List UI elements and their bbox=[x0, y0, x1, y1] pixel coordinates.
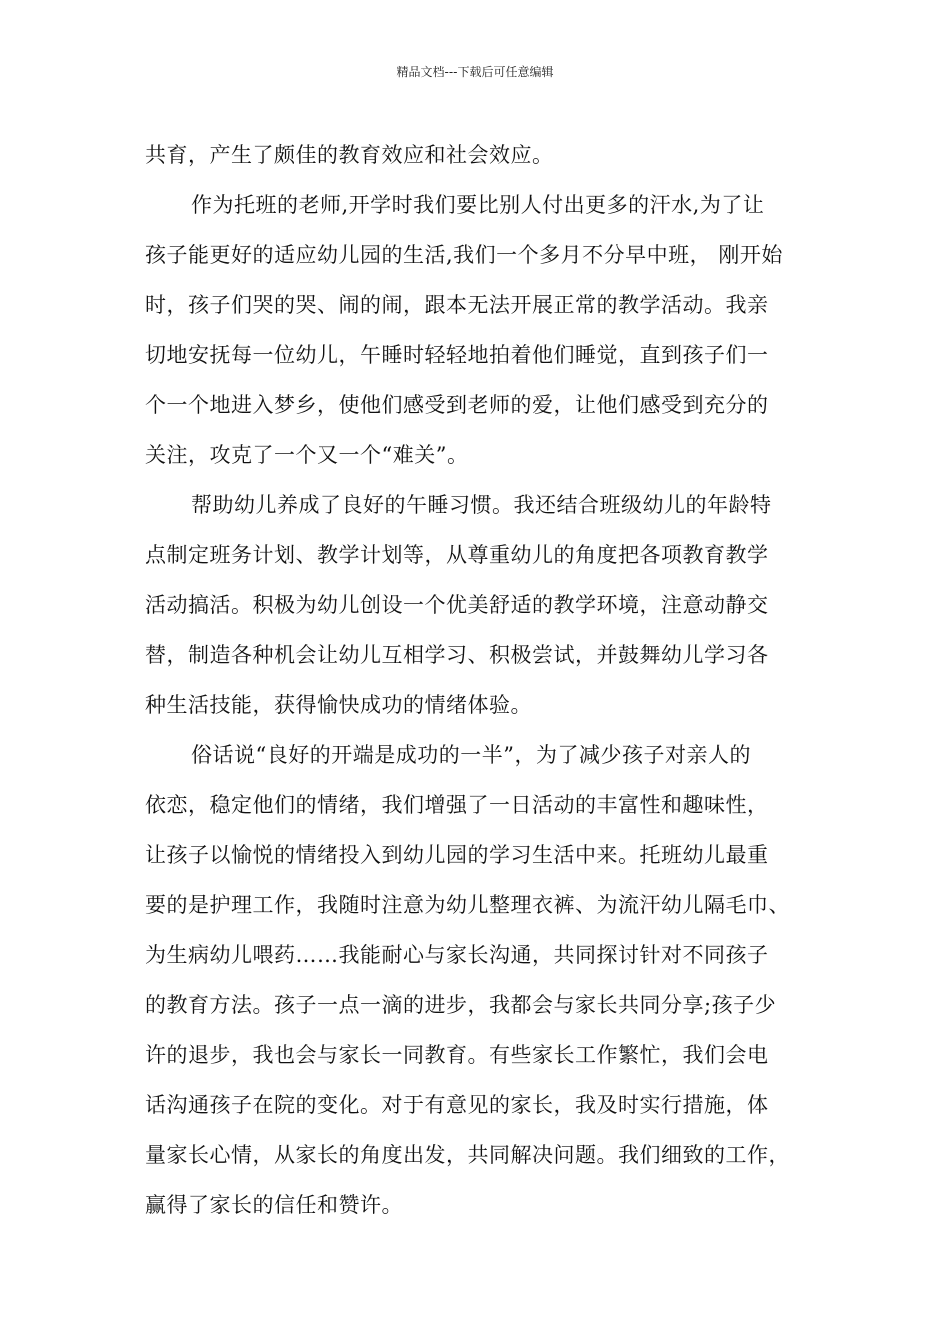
text-line: 话沟通孩子在院的变化。对于有意见的家长，我及时实行措施，体 bbox=[145, 1093, 769, 1117]
text-line: 许的退步，我也会与家长一同教育。有些家长工作繁忙，我们会电 bbox=[145, 1043, 769, 1067]
text-line: 活动搞活。积极为幼儿创设一个优美舒适的教学环境，注意动静交 bbox=[145, 593, 769, 617]
text-line: 关注，攻克了一个又一个“难关”。 bbox=[145, 443, 469, 467]
text-line: 要的是护理工作，我随时注意为幼儿整理衣裤、为流汗幼儿隔毛巾、 bbox=[145, 893, 790, 917]
text-line: 量家长心情，从家长的角度出发，共同解决问题。我们细致的工作， bbox=[145, 1143, 790, 1167]
paragraph-start-line: 作为托班的老师,开学时我们要比别人付出更多的汗水,为了让 bbox=[191, 193, 765, 217]
text-line: 为生病幼儿喂药……我能耐心与家长沟通，共同探讨针对不同孩子 bbox=[145, 943, 769, 967]
document-body bbox=[145, 130, 817, 1230]
paragraph-start-line: 帮助幼儿养成了良好的午睡习惯。我还结合班级幼儿的年龄特 bbox=[191, 493, 772, 517]
text-line: 的教育方法。孩子一点一滴的进步，我都会与家长共同分享;孩子少 bbox=[145, 993, 777, 1017]
text-line: 孩子能更好的适应幼儿园的生活,我们一个多月不分早中班， 刚开始 bbox=[145, 243, 783, 267]
text-line: 切地安抚每一位幼儿，午睡时轻轻地拍着他们睡觉，直到孩子们一 bbox=[145, 343, 769, 367]
page-header: 精品文档---下载后可任意编辑 bbox=[396, 65, 554, 79]
text-line: 时，孩子们哭的哭、闹的闹，跟本无法开展正常的教学活动。我亲 bbox=[145, 293, 769, 317]
text-line: 共育，产生了颇佳的教育效应和社会效应。 bbox=[145, 143, 554, 167]
text-line: 种生活技能，获得愉快成功的情绪体验。 bbox=[145, 693, 532, 717]
text-line: 让孩子以愉悦的情绪投入到幼儿园的学习生活中来。托班幼儿最重 bbox=[145, 843, 769, 867]
text-line: 个一个地进入梦乡，使他们感受到老师的爱，让他们感受到充分的 bbox=[145, 393, 769, 417]
text-line: 赢得了家长的信任和赞许。 bbox=[145, 1193, 403, 1217]
text-line: 依恋，稳定他们的情绪，我们增强了一日活动的丰富性和趣味性， bbox=[145, 793, 769, 817]
text-line: 点制定班务计划、教学计划等，从尊重幼儿的角度把各项教育教学 bbox=[145, 543, 769, 567]
text-line: 替，制造各种机会让幼儿互相学习、积极尝试，并鼓舞幼儿学习各 bbox=[145, 643, 769, 667]
paragraph-start-line: 俗话说“良好的开端是成功的一半”，为了减少孩子对亲人的 bbox=[191, 743, 751, 767]
